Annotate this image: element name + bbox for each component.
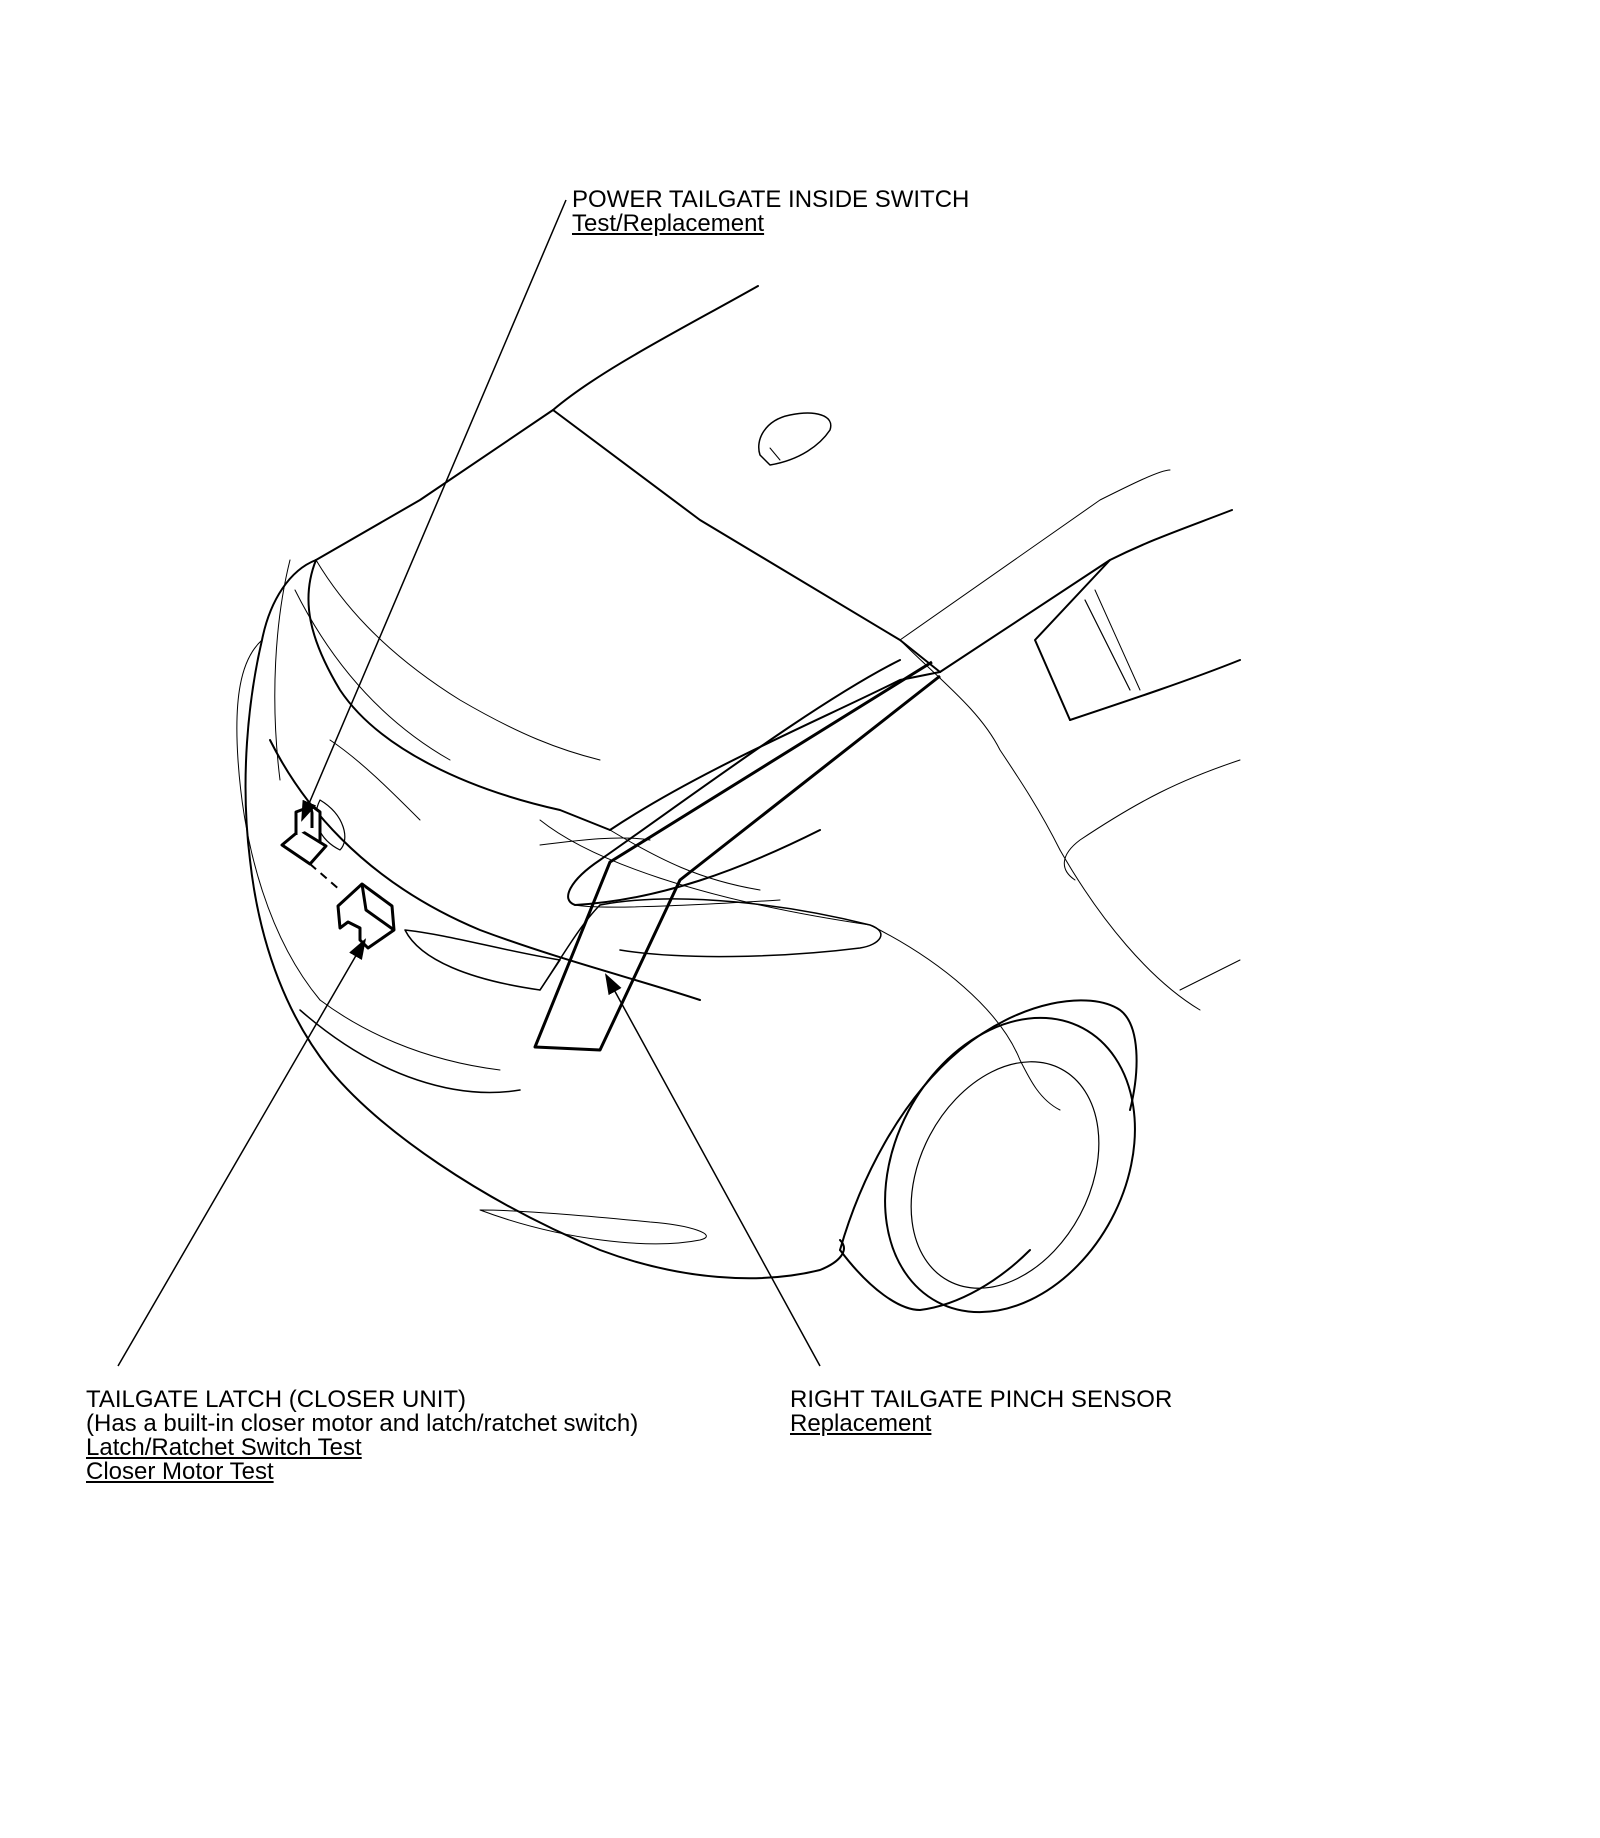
switch-test-replacement-link[interactable]: Test/Replacement xyxy=(572,210,765,237)
car-body-outline xyxy=(237,286,1240,1356)
callout-switch-title: POWER TAILGATE INSIDE SWITCH xyxy=(572,186,970,213)
callout-pinch-title: RIGHT TAILGATE PINCH SENSOR xyxy=(790,1386,1173,1413)
latch-dash-line xyxy=(310,864,340,890)
leader-switch xyxy=(302,200,566,820)
pinch-sensor-strip xyxy=(535,662,940,1050)
callout-tailgate-latch xyxy=(86,1388,638,1484)
latch-ratchet-switch-test-link[interactable]: Latch/Ratchet Switch Test xyxy=(86,1434,362,1461)
callout-latch-note: (Has a built-in closer motor and latch/ratchet switch) xyxy=(86,1410,639,1437)
closer-motor-test-link[interactable]: Closer Motor Test xyxy=(86,1458,274,1485)
callout-power-tailgate-switch xyxy=(572,188,969,236)
leader-latch xyxy=(118,940,365,1366)
callout-latch-title: TAILGATE LATCH (CLOSER UNIT) xyxy=(86,1386,467,1413)
leader-pinch xyxy=(606,975,820,1366)
latch-part xyxy=(338,884,394,948)
callout-pinch-sensor xyxy=(790,1388,1172,1436)
pinch-sensor-replacement-link[interactable]: Replacement xyxy=(790,1410,932,1437)
